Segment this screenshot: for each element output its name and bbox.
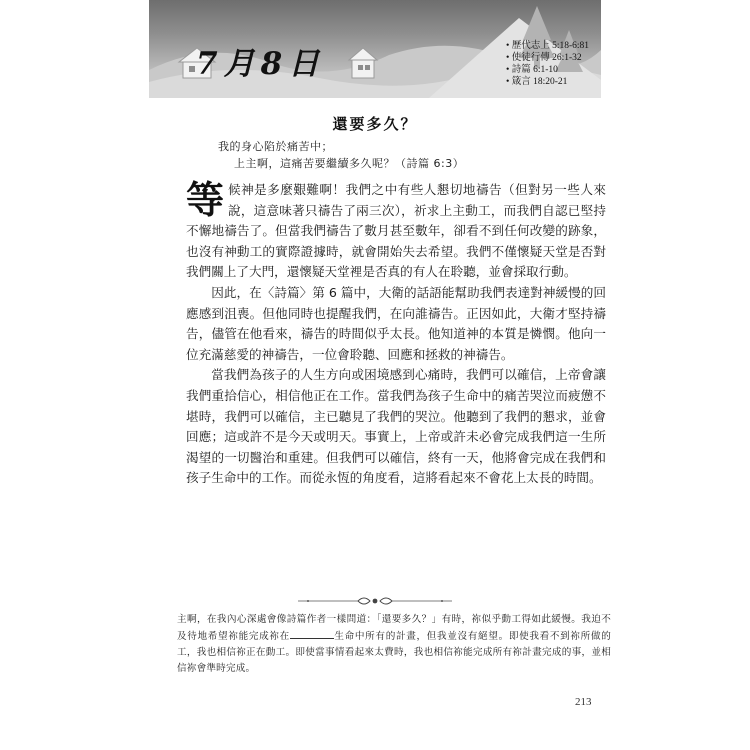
epigraph-line-1: 我的身心陷於痛苦中； — [218, 140, 333, 153]
reading-item: • 歷代志上 5:18-6:81 — [506, 40, 589, 52]
reading-item: • 詩篇 6:1-10 — [506, 64, 589, 76]
body-paragraph-1 — [186, 177, 606, 283]
closing-prayer — [177, 612, 611, 677]
fill-in-blank-line — [290, 628, 334, 639]
body-paragraph-2: 因此，在〈詩篇〉第 6 篇中，大衛的話語能幫助我們表達對神緩慢的回應感到沮喪。但他同時也提醒我們，在向誰禱告。正因如此，大衛才堅持禱告，儘管在他看來，禱告的時間似乎太長。他知道神的本質是憐憫。他向一位充滿慈愛的神禱告，一位會聆聽、回應和拯救的神禱告。 — [186, 284, 606, 362]
prayer-text-part-1: 主啊，在我內心深處會像詩篇作者一樣問道：「還要多久？」有時，祢似乎動工得如此緩慢。我迫不及待地希望祢能完成祢在 — [177, 614, 611, 642]
devotional-date: 7月8日 — [196, 46, 326, 82]
epigraph-line-2: 上主啊，這痛苦要繼續多久呢？（詩篇 6:3） — [234, 157, 465, 170]
body-paragraph-3: 當我們為孩子的人生方向或困境感到心痛時，我們可以確信，上帝會讓我們重拾信心，相信他正在工作。當我們為孩子生命中的痛苦哭泣而疲憊不堪時，我們可以確信，主已聽見了我們的哭泣。他聽到了我們的懇求，並會回應；這或許不是今天或明天。事實上，上帝或許未必會完成我們這一生所渴望的一切醫治和重建。但我們可以確信，終有一天，他將會完成在我們和孩子生命中的工作。而從永恆的角度看，這將看起來不會花上太長的時間。 — [186, 367, 606, 486]
epigraph-quote — [218, 138, 464, 172]
page-number: 213 — [575, 696, 592, 708]
reading-item: • 箴言 18:20-21 — [506, 76, 589, 88]
ornamental-divider-icon — [298, 594, 452, 608]
devotional-title: 還要多久？ — [332, 115, 418, 133]
scripture-readings-list — [506, 40, 589, 88]
devotional-body — [186, 177, 606, 489]
paragraph-text: 候神是多麼艱難啊！我們之中有些人懇切地禱告（但對另一些人來說，這意味著只禱告了兩三次），祈求上主動工，而我們自認已堅持不懈地禱告了。但當我們禱告了數月甚至數年，卻看不到任何改變的跡象，也沒有神動工的實際證據時，就會開始失去希望。我們不僅懷疑天堂是否對我們關上了大門，還懷疑天堂裡是否真的有人在聆聽，並會採取行動。 — [186, 182, 606, 280]
drop-cap: 等 — [186, 177, 225, 222]
prayer-text-part-2: 生命中所有的計畫，但我並沒有絕望。即使我看不到祢所做的工，我也相信祢正在動工。即使當事情看起來太費時，我也相信祢能完成所有祢計畫完成的事，並相信祢會準時完成。 — [177, 631, 612, 674]
reading-item: • 使徒行傳 26:1-32 — [506, 52, 589, 64]
